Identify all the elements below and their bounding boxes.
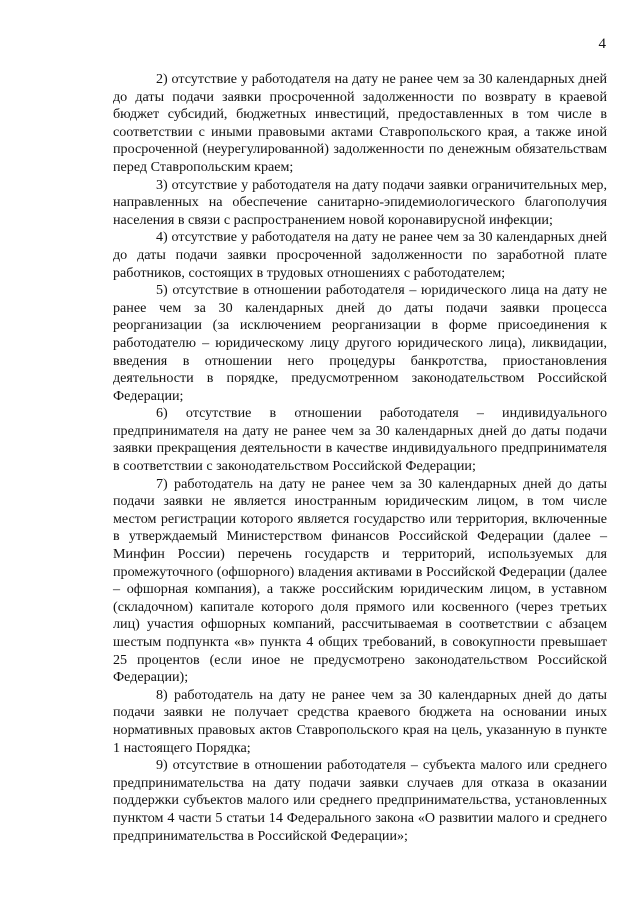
page-number: 4: [598, 36, 606, 52]
paragraph-item-3: 3) отсутствие у работодателя на дату подачи заявки ограничительных мер, направленных на обеспечение санитарно-эпидемиологического благополучия населения в связи с распространением новой коронавирусной инфекции;: [113, 176, 607, 228]
paragraph-item-4: 4) отсутствие у работодателя на дату не ранее чем за 30 календарных дней до даты подачи заявки просроченной задолженности по заработной плате работников, состоящих в трудовых отношениях с работодателем;: [113, 229, 607, 281]
document-body: [113, 71, 607, 845]
paragraph-item-5: 5) отсутствие в отношении работодателя – юридического лица на дату не ранее чем за 30 календарных дней до даты подачи заявки процесса реорганизации (за исключением реорганизации в форме присоединения к работодателю – юридическому лицу другого юридического лица), ликвидации, введения в отношении него процедуры банкротства, приостановления деятельности в порядке, предусмотренном законодательством Российской Федерации;: [113, 282, 607, 404]
paragraph-item-7: 7) работодатель на дату не ранее чем за 30 календарных дней до даты подачи заявки не является иностранным юридическим лицом, в том числе местом регистрации которого является государство или территория, включенные в утверждаемый Министерством финансов Российской Федерации (далее – Минфин России) перечень государств и территорий, используемых для промежуточного (офшорного) владения активами в Российской Федерации (далее – офшорная компания), а также российским юридическим лицом, в уставном (складочном) капитале которого доля прямого или косвенного (через третьих лиц) участия офшорных компаний, рассчитываемая в соответствии с абзацем шестым подпункта «в» пункта 4 общих требований, в совокупности превышает 25 процентов (если иное не предусмотрено законодательством Российской Федерации);: [113, 475, 607, 686]
paragraph-item-9: 9) отсутствие в отношении работодателя – субъекта малого или среднего предпринимательства на дату подачи заявки случаев для отказа в оказании поддержки субъектов малого или среднего предпринимательства, установленных пунктом 4 части 5 статьи 14 Федерального закона «О развитии малого и среднего предпринимательства в Российской Федерации»;: [113, 757, 607, 844]
paragraph-item-8: 8) работодатель на дату не ранее чем за 30 календарных дней до даты подачи заявки не получает средства краевого бюджета на основании иных нормативных правовых актов Ставропольского края на цель, указанную в пункте 1 настоящего Порядка;: [113, 686, 607, 756]
paragraph-item-2: 2) отсутствие у работодателя на дату не ранее чем за 30 календарных дней до даты подачи заявки просроченной задолженности по возврату в краевой бюджет субсидий, бюджетных инвестиций, предоставленных в том числе в соответствии с иными правовыми актами Ставропольского края, а также иной просроченной (неурегулированной) задолженности по денежным обязательствам перед Ставропольским краем;: [113, 71, 607, 175]
paragraph-item-6: 6) отсутствие в отношении работодателя – индивидуального предпринимателя на дату не ранее чем за 30 календарных дней до даты подачи заявки прекращения деятельности в качестве индивидуального предпринимателя в соответствии с законодательством Российской Федерации;: [113, 405, 607, 475]
